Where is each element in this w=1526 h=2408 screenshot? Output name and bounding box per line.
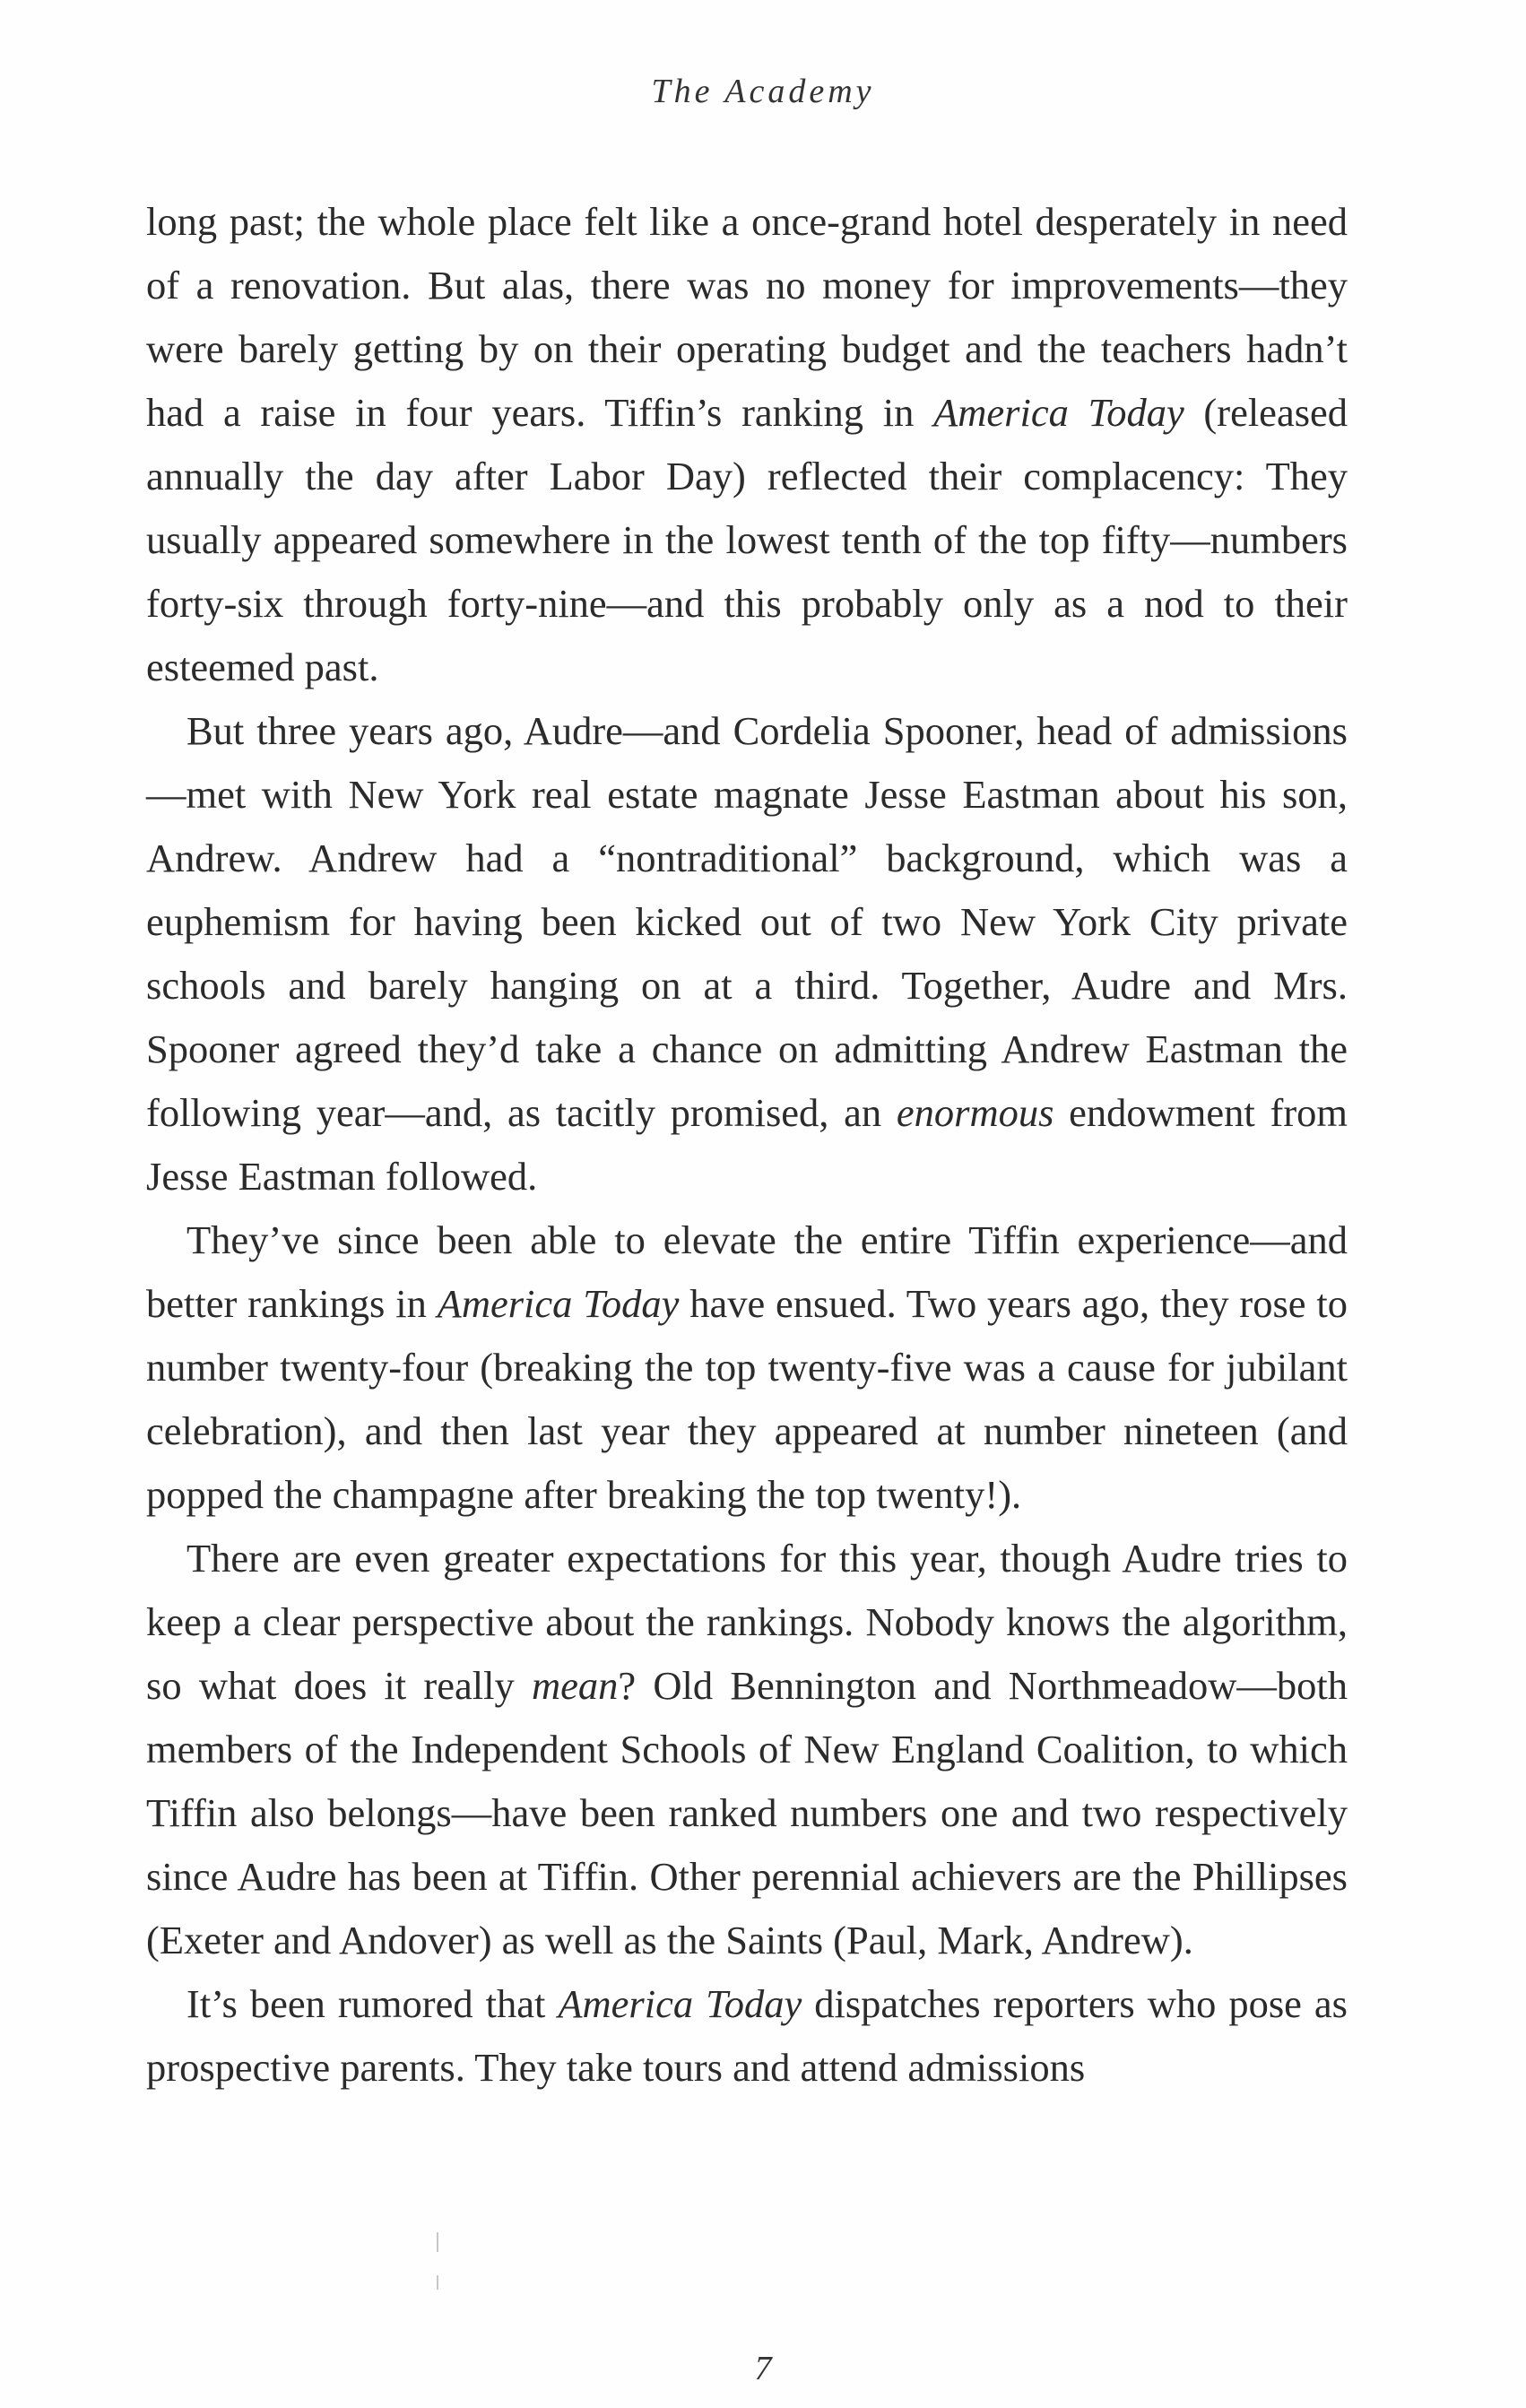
running-head: The Academy	[651, 73, 875, 110]
italic-text: America Today	[437, 1281, 680, 1326]
paragraph	[146, 1527, 1348, 1972]
paragraph	[146, 699, 1348, 1208]
body-text	[146, 190, 1348, 2100]
italic-text: America Today	[933, 390, 1184, 435]
italic-text: mean	[531, 1663, 619, 1708]
italic-text: enormous	[896, 1090, 1054, 1135]
italic-text: America Today	[558, 1981, 802, 2026]
text-segment: dispatches reporters who pose as prospective parents. They take tours and attend admissions	[146, 1981, 1348, 2090]
text-segment: endowment from Jesse Eastman followed.	[146, 1090, 1348, 1199]
paragraph	[146, 190, 1348, 699]
text-segment: But three years ago, Audre—and Cordelia Spooner, head of admissions—met with New York real estate magnate Jesse Eastman about his son, Andrew. Andrew had a “nontraditional” background, which was a euphemism for having been kicked out of two New York City private schools and barely hanging on at a third. Together, Audre and Mrs. Spooner agreed they’d take a chance on admitting Andrew Eastman the following year—and, as tacitly promised, an	[146, 708, 1348, 1135]
text-segment: long past; the whole place felt like a once-grand hotel desperately in need of a renovation. But alas, there was no money for improvements—they were barely getting by on their operating budget and the teachers hadn’t had a raise in four years. Tiffin’s ranking in	[146, 199, 1348, 435]
text-segment: It’s been rumored that	[186, 1981, 559, 2026]
page-number: 7	[754, 2350, 772, 2387]
text-segment: have ensued. Two years ago, they rose to number twenty-four (breaking the top twenty-five was a cause for jubilant celebration), and then last year they appeared at number nineteen (and popped the champagne after breaking the top twenty!).	[146, 1281, 1348, 1517]
text-segment: They’ve since been able to elevate the entire Tiffin experience—and better rankings in	[146, 1217, 1348, 1326]
scan-mark	[437, 2232, 438, 2252]
scan-mark	[437, 2275, 438, 2290]
text-segment: There are even greater expectations for this year, though Audre tries to keep a clear perspective about the rankings. Nobody knows the algorithm, so what does it really	[146, 1536, 1348, 1708]
text-segment: ? Old Bennington and Northmeadow—both members of the Independent Schools of New England Coalition, to which Tiffin also belongs—have been ranked numbers one and two respectively since Audre has been at Tiffin. Other perennial achievers are the Phillipses (Exeter and Andover) as well as the Saints (Paul, Mark, Andrew).	[146, 1663, 1348, 1962]
paragraph	[146, 1972, 1348, 2100]
text-segment: (released annually the day after Labor Day) reflected their complacency: They usually appeared somewhere in the lowest tenth of the top fifty—numbers forty-six through forty-nine—and this probably only as a nod to their esteemed past.	[146, 390, 1348, 689]
paragraph	[146, 1208, 1348, 1527]
